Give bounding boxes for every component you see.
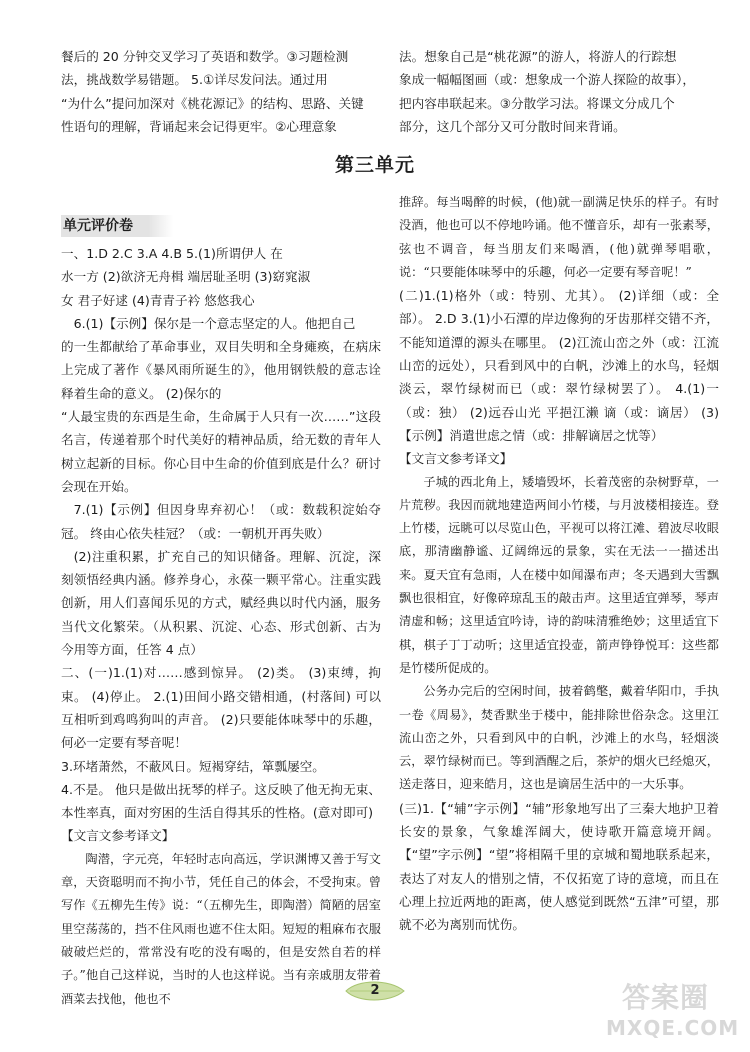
section-heading: 单元评价卷 <box>61 215 173 237</box>
answer-paragraph: 二、(一)1.(1)对……感到惊异。 (2)类。 (3)束缚，拘束。 (4)停止。 2.(1)田间小路交错相通，(村落间) 可以互相听到鸡鸣狗叫的声音。 (2)只要能体味琴中的乐趣，何必一定要有琴音呢！ <box>61 665 381 751</box>
answer-paragraph: 女 君子好逑 (4)青青子衿 悠悠我心 <box>61 292 255 308</box>
translation-paragraph: 子城的西北角上，矮墙毁坏，长着茂密的杂树野草，一片荒秽。我因而就地建造两间小竹楼，与月波楼相接连。登上竹楼，远眺可以尽览山色，平视可以将江滩、碧波尽收眼底，那清幽静谧、辽阔绵远的景象，实在无法一一描述出来。夏天宜有急雨，人在楼中如闻瀑布声；冬天遇到大雪飘飘也很相宜，好像碎琼乱玉的敲击声。这里适宜弹琴，琴声清虚和畅；这里适宜吟诗，诗的韵味清雅绝妙；这里适宜下棋，棋子丁丁动听；这里适宜投壶，箭声铮铮悦耳：这些都是竹楼所促成的。 <box>399 474 719 675</box>
answer-paragraph: 3.环堵萧然，不蔽风日。短褐穿结，箪瓢屡空。 <box>61 758 325 774</box>
answer-paragraph: 4.不是。 他只是做出抚琴的样子。这反映了他无拘无束、本性率真，面对穷困的生活自得其乐的性格。(意对即可) <box>61 781 381 821</box>
unit-title: 第三单元 <box>334 154 415 176</box>
answer-paragraph: 的一生都献给了革命事业，双目失明和全身瘫痪，在病床上完成了著作《暴风雨所诞生的》，他用钢铁般的意志诠释着生命的意义。 (2)保尔的 <box>61 339 381 401</box>
text-line: 法。想象自己是“桃花源”的游人，将游人的行踪想 <box>399 49 677 64</box>
text-line: 部分，这几个部分又可分散时间来背诵。 <box>399 118 626 134</box>
answer-paragraph: 7.(1)【示例】但因身卑弃初心！（或：数载积淀始夺冠。 终由心依失桂冠？（或：一朝机开再失败） <box>61 502 381 541</box>
translation-paragraph: 推辞。每当喝醉的时候，(他)就一副满足快乐的样子。有时没酒，他也可以不停地吟诵。他不懂音乐，却有一张素琴，弦也不调音，每当朋友们来喝酒，(他)就弹琴唱歌，说：“只要能体味琴中的乐趣，何必一定要有琴音呢！” <box>399 195 719 279</box>
text-line: 把内容串联起来。③分散学习法。将课文分成几个 <box>399 95 675 111</box>
top-right-text-block <box>399 45 719 138</box>
page-number-badge <box>344 978 406 1004</box>
answer-paragraph: 水一方 (2)欲济无舟楫 端居耻圣明 (3)窈窕淑 <box>61 269 311 285</box>
watermark-logo <box>592 976 740 1046</box>
watermark-text-top: 答案圈 <box>622 981 710 1014</box>
text-line: 象成一幅幅图画（或：想象成一个游人探险的故事）， <box>399 72 695 88</box>
answer-paragraph: (2)注重积累，扩充自己的知识储备。理解、沉淀，深刻领悟经典内涵。修养身心，永葆一颗平常心。注重实践创新，用人们喜闻乐见的方式，赋经典以时代内涵，服务当代文化繁荣。（从积累、沉淀、心态、形式创新、古为今用等方面，任答 4 点） <box>61 548 381 658</box>
translation-heading: 【文言文参考译文】 <box>61 828 175 844</box>
text-line: 餐后的 20 分钟交叉学习了英语和数学。③习题检测 <box>61 49 349 64</box>
translation-heading: 【文言文参考译文】 <box>399 451 513 467</box>
right-column <box>399 191 719 937</box>
translation-paragraph: 公务办完后的空闲时间，披着鹤氅，戴着华阳巾，手执一卷《周易》，焚香默坐于楼中，能排除世俗杂念。这里江流山峦之外，只看到风中的白帆，沙滩上的水鸟，轻烟淡云，翠竹绿树而已。等到酒醒之后，茶炉的烟火已经熄灭，送走落日，迎来皓月，这也是谪居生活中的一大乐事。 <box>399 684 719 792</box>
text-line: 性语句的理解，背诵起来会记得更牢。②心理意象 <box>61 118 337 134</box>
text-line: 法，挑战数学易错题。 5.①详尽发问法。通过用 <box>61 72 328 88</box>
answer-paragraph: (三)1.【“辅”字示例】“辅”形象地写出了三秦大地护卫着长安的景象，气象雄浑阔大，使诗歌开篇意境开阔。 【“望”字示例】“望”将相隔千里的京城和蜀地联系起来，表达了对友人的惜别之情，不仅拓宽了诗的意境，而且在心理上拉近两地的距离，使人感觉到既然“五津”可望，那就不必为离别而忧伤。 <box>399 800 719 933</box>
translation-paragraph: 陶潜，字元亮，年轻时志向高远，学识渊博又善于写文章，天资聪明而不拘小节，凭任自己的体会，不受拘束。曾写作《五柳先生传》说：“（五柳先生，即陶潜）简陋的居室里空荡荡的，挡不住风雨也遮不住太阳。短短的粗麻布衣服破破烂烂的，常常没有吃的没有喝的，但是安然自若的样子。”他自己这样说，当时的人也这样说。当有亲戚朋友带着酒菜去找他，他也不 <box>61 851 381 1006</box>
answer-paragraph: “人最宝贵的东西是生命，生命属于人只有一次……”这段名言，传递着那个时代美好的精神品质，给无数的青年人树立起新的目标。你心目中生命的价值到底是什么？研讨会现在开始。 <box>61 409 381 494</box>
answer-paragraph: (二)1.(1)格外（或：特别、尤其）。 (2)详细（或：全部）。 2.D 3.(1)小石潭的岸边像狗的牙齿那样交错不齐，不能知道潭的源头在哪里。 (2)江流山峦之外（或：江流山峦的远处），只看到风中的白帆，沙滩上的水鸟，轻烟淡云，翠竹绿树而已（或：翠竹绿树罢了）。 4.(1)一（或：独） (2)远吞山光 平挹江濑 谪（或：谪居） (3)【示例】消遣世虑之情（或：排解谪居之忧等） <box>399 288 719 443</box>
top-left-text-block <box>61 45 381 138</box>
text-line: “为什么”提问加深对《桃花源记》的结构、思路、关键 <box>61 95 364 111</box>
answer-paragraph: 6.(1)【示例】保尔是一个意志坚定的人。他把自己 <box>73 315 356 331</box>
watermark-text-bottom: MXQE.COM <box>606 1016 740 1040</box>
answer-paragraph: 一、1.D 2.C 3.A 4.B 5.(1)所谓伊人 在 <box>61 246 283 261</box>
left-column <box>61 242 381 1011</box>
page-number: 2 <box>370 983 380 998</box>
